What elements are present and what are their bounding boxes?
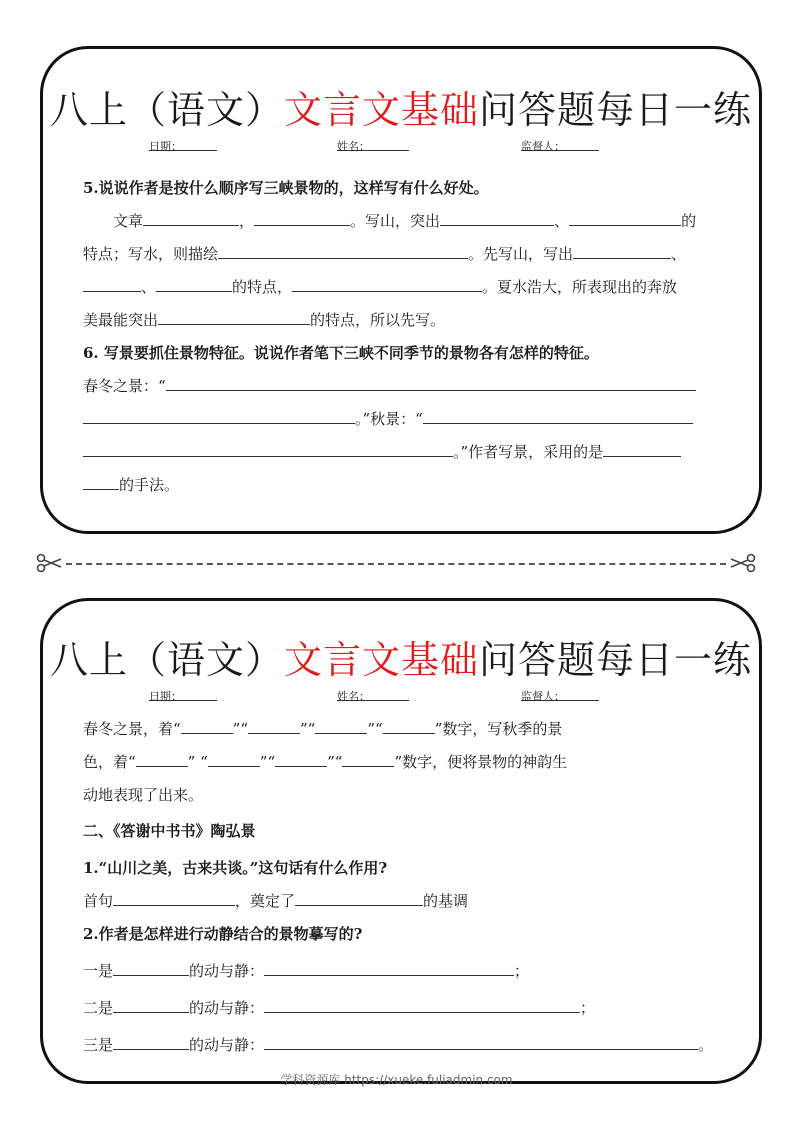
blank[interactable] [113, 1030, 189, 1050]
answer-2-row-2: 二是 的动与静： ； [83, 992, 739, 1025]
worksheet-card-2 [40, 598, 762, 1084]
question-6: 6. 写景要抓住景物特征。说说作者笔下三峡不同季节的景物各有怎样的特征。 [83, 344, 599, 362]
blank[interactable] [423, 404, 693, 424]
card1-content [83, 172, 739, 502]
card2-content [83, 713, 739, 1062]
cut-line [36, 553, 756, 573]
blank[interactable] [218, 239, 468, 259]
question-1: 1.“山川之美，古来共谈。”这句话有什么作用? [83, 859, 388, 877]
blank[interactable] [113, 886, 235, 906]
blank[interactable] [440, 206, 554, 226]
blank[interactable] [158, 305, 310, 325]
scissors-icon [36, 553, 62, 573]
title-highlight: 文言文基础 [283, 88, 479, 132]
blank[interactable] [208, 747, 260, 767]
blank[interactable] [143, 206, 239, 226]
blank[interactable] [315, 714, 367, 734]
blank[interactable] [383, 714, 435, 734]
blank[interactable] [264, 1030, 698, 1050]
date-label: 日期： [149, 140, 182, 153]
title-highlight: 文言文基础 [283, 638, 479, 682]
blank[interactable] [136, 747, 188, 767]
answer-5: 文章 ， 。写山，突出 、 的 特点；写水，则描绘 。先写山，写出 、 、 的特点， 。夏水浩大，所表现出的奔放 美最能突出 的特点，所以先写。 [83, 205, 739, 337]
blank[interactable] [603, 437, 681, 457]
question-5: 5.说说作者是按什么顺序写三峡景物的，这样写有什么好处。 [83, 179, 489, 197]
date-label: 日期： [149, 690, 182, 703]
blank[interactable] [264, 956, 514, 976]
scissors-icon [730, 553, 756, 573]
blank[interactable] [264, 993, 580, 1013]
blank[interactable] [295, 886, 423, 906]
footer-watermark: 学科资源库 https://xueke.fuliadmin.com [280, 1073, 513, 1087]
blank[interactable] [569, 206, 681, 226]
blank[interactable] [248, 714, 300, 734]
answer-2-row-3: 三是 的动与静： 。 [83, 1029, 739, 1062]
section-heading: 二、《答谢中书书》陶弘景 [83, 822, 256, 840]
answer-1: 首句 ，奠定了 的基调 [83, 885, 739, 918]
blank[interactable] [292, 272, 482, 292]
worksheet-title: 八上（语文）文言文基础问答题每日一练 [49, 88, 753, 132]
blank[interactable] [166, 371, 696, 391]
blank[interactable] [573, 239, 671, 259]
question-2: 2.作者是怎样进行动静结合的景物摹写的? [83, 925, 363, 943]
name-label: 姓名： [337, 690, 370, 703]
blank[interactable] [83, 470, 119, 490]
answer-continued: 春冬之景，着“ ”“ ”“ ”“ ”数字，写秋季的景 色，着“ ” “ ”“ ”“ ”数字，便将景物的神韵生 动地表现了出来。 [83, 713, 739, 812]
worksheet-card-1 [40, 46, 762, 534]
blank[interactable] [254, 206, 350, 226]
blank[interactable] [113, 993, 189, 1013]
blank[interactable] [113, 956, 189, 976]
blank[interactable] [83, 272, 141, 292]
name-label: 姓名： [337, 140, 370, 153]
blank[interactable] [156, 272, 232, 292]
supervisor-label: 监督人： [521, 140, 565, 153]
blank[interactable] [342, 747, 394, 767]
supervisor-label: 监督人： [521, 690, 565, 703]
blank[interactable] [83, 437, 453, 457]
answer-6: 春冬之景：“ 。”秋景：“ 。”作者写景，采用的是 的手法。 [83, 370, 739, 502]
blank[interactable] [275, 747, 327, 767]
blank[interactable] [83, 404, 355, 424]
worksheet-title: 八上（语文）文言文基础问答题每日一练 [49, 638, 753, 682]
blank[interactable] [181, 714, 233, 734]
answer-2-row-1: 一是 的动与静： ； [83, 955, 739, 988]
